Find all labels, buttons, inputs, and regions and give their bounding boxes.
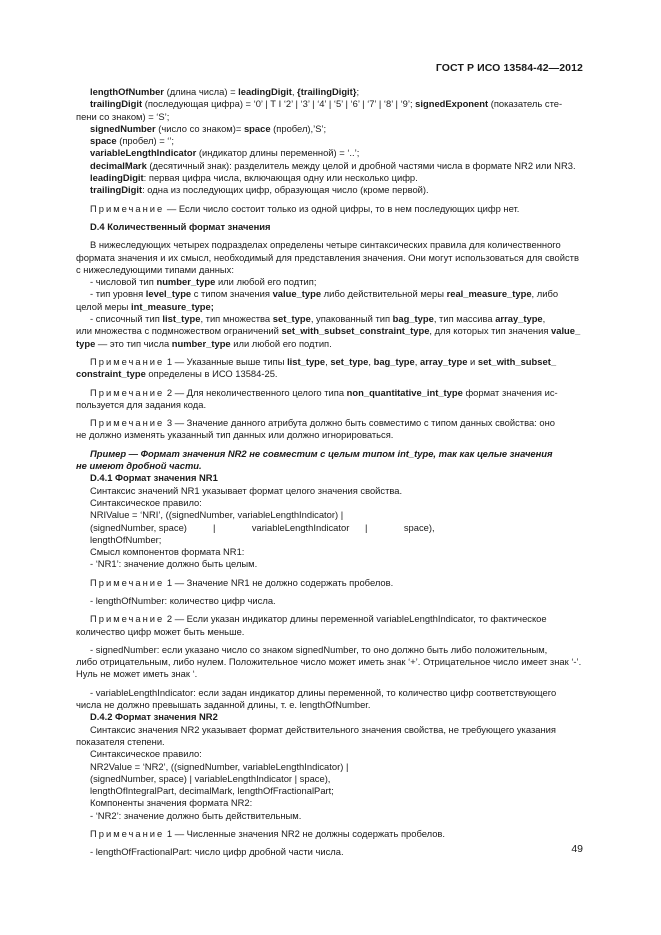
text-line: показателя степени. xyxy=(76,735,165,747)
text-line: пени со знаком) = ‘S’; xyxy=(76,110,170,122)
text-line: количество цифр может быть меньше. xyxy=(76,625,245,637)
text-line: пользуется для задания кода. xyxy=(76,398,207,410)
text-line: - списочный тип list_type, тип множества set_type, упакованный тип bag_type, тип массива array_type, xyxy=(90,313,546,325)
text-line: Синтаксис значения NR2 указывает формат действительного значения свойства, не требующего указания xyxy=(90,723,556,735)
text-line: D.4.2 Формат значения NR2 xyxy=(90,711,218,723)
text-line: - ‘NR1’: значение должно быть целым. xyxy=(90,558,258,570)
text-line: signedNumber (число со знаком)= space (пробел),’S’; xyxy=(90,122,327,134)
text-line: lengthOfIntegralPart, decimalMark, lengthOfFractionalPart; xyxy=(90,785,334,797)
text-line: Примечание 1 — Указанные выше типы list_type, set_type, bag_type, array_type и set_with_subset_ xyxy=(90,355,557,367)
document-body xyxy=(76,86,585,859)
text-line: с нижеследующими типами данных: xyxy=(76,263,234,275)
text-line: leadingDigit: первая цифра числа, включающая одну или несколько цифр. xyxy=(90,172,418,184)
text-line: Примечание 2 — Для неколичественного целого типа non_quantitative_int_type формат значения ис- xyxy=(90,386,558,398)
text-line: Примечание 2 — Если указан индикатор длины переменной variableLengthIndicator, то фактическое xyxy=(90,613,547,625)
text-line: Смысл компонентов формата NR1: xyxy=(90,546,245,558)
page-number: 49 xyxy=(571,843,583,855)
text-line: D.4.1 Формат значения NR1 xyxy=(90,472,218,484)
text-line: целой меры int_measure_type; xyxy=(76,300,214,312)
text-line: lengthOfNumber; xyxy=(90,533,162,545)
text-line: числа не должно превышать заданной длины, т. е. lengthOfNumber. xyxy=(76,699,371,711)
text-line: NRIValue = ‘NRI’, ((signedNumber, variableLengthIndicator) | xyxy=(90,509,344,521)
text-line: В нижеследующих четырех подразделах определены четыре синтаксических правила для количественного xyxy=(90,239,561,251)
text-line: - тип уровня level_type с типом значения value_type либо действительной меры real_measure_type, либо xyxy=(90,288,559,300)
text-line: Примечание 1 — Значение NR1 не должно содержать пробелов. xyxy=(90,576,394,588)
text-line: Примечание 3 — Значение данного атрибута должно быть совместимо с типом данных свойства: оно xyxy=(90,417,556,429)
document-header-code: ГОСТ Р ИСО 13584-42—2012 xyxy=(435,62,583,74)
text-line: NR2Value = ‘NR2’, ((signedNumber, variableLengthIndicator) | xyxy=(90,760,349,772)
text-line: Примечание — Если число состоит только из одной цифры, то в нем последующих цифр нет. xyxy=(90,202,520,214)
text-line: - числовой тип number_type или любой его подтип; xyxy=(90,276,317,288)
text-line: Примечание 1 — Численные значения NR2 не должны содержать пробелов. xyxy=(90,828,446,840)
text-line: - ‘NR2’: значение должно быть действительным. xyxy=(90,809,302,821)
text-line: trailingDigit: одна из последующих цифр, образующая число (кроме первой). xyxy=(90,184,429,196)
text-line: Компоненты значения формата NR2: xyxy=(90,797,253,809)
text-line: - lengthOfFractionalPart: число цифр дробной части числа. xyxy=(90,846,344,858)
text-line: constraint_type определены в ИСО 13584-25. xyxy=(76,368,278,380)
text-line: не должно изменять указанный тип данных или должно игнорироваться. xyxy=(76,429,394,441)
text-line: Синтаксис значений NR1 указывает формат целого значения свойства. xyxy=(90,484,403,496)
text-line: Синтаксическое правило: xyxy=(90,748,202,760)
text-line: формата значения и их смысл, необходимый для представления значения. Они могут использоваться для свойств xyxy=(76,251,579,263)
text-line: Нуль не может иметь знак ‘. xyxy=(76,668,198,680)
text-line: D.4 Количественный формат значения xyxy=(90,220,271,232)
text-line: - signedNumber: если указано число со знаком signedNumber, то оно должно быть либо положительным, xyxy=(90,643,548,655)
text-line: (signedNumber, space) | variableLengthIndicator | space), xyxy=(90,521,435,533)
text-line: lengthOfNumber (длина числа) = leadingDigit, {trailingDigit}; xyxy=(90,86,360,97)
text-line: variableLengthIndicator (индикатор длины переменной) = ‘..’; xyxy=(90,147,360,159)
text-line: - variableLengthIndicator: если задан индикатор длины переменной, то количество цифр соответствующего xyxy=(90,686,557,698)
text-line: space (пробел) = ‘’; xyxy=(90,135,175,147)
text-line: Пример — Формат значения NR2 не совместим с целым типом int_type, так как целые значения xyxy=(90,447,553,459)
text-line: Синтаксическое правило: xyxy=(90,496,202,508)
text-line: - lengthOfNumber: количество цифр числа. xyxy=(90,594,276,606)
text-line: type — это тип числа number_type или любой его подтип. xyxy=(76,337,332,349)
text-line: или множества с подмножеством ограничений set_with_subset_constraint_type, для которых тип значения value_ xyxy=(76,325,581,337)
text-line: либо отрицательным, либо нулем. Положительное число может иметь знак ‘+’. Отрицательное число имеет знак ‘-’. xyxy=(76,656,582,668)
text-line: не имеют дробной части. xyxy=(76,460,202,472)
text-line: (signedNumber, space) | variableLengthIndicator | space), xyxy=(90,772,331,784)
text-line: trailingDigit (последующая цифра) = ‘0’ | Т I ‘2’ | ‘3’ | ‘4’ | ‘5’ | ‘6’ | ‘7’ | ‘8’ | ‘9’; signedExponent (показатель сте- xyxy=(90,98,563,110)
text-line: decimalMark (десятичный знак): разделитель между целой и дробной частями числа в формате NR2 или NR3. xyxy=(90,159,576,171)
